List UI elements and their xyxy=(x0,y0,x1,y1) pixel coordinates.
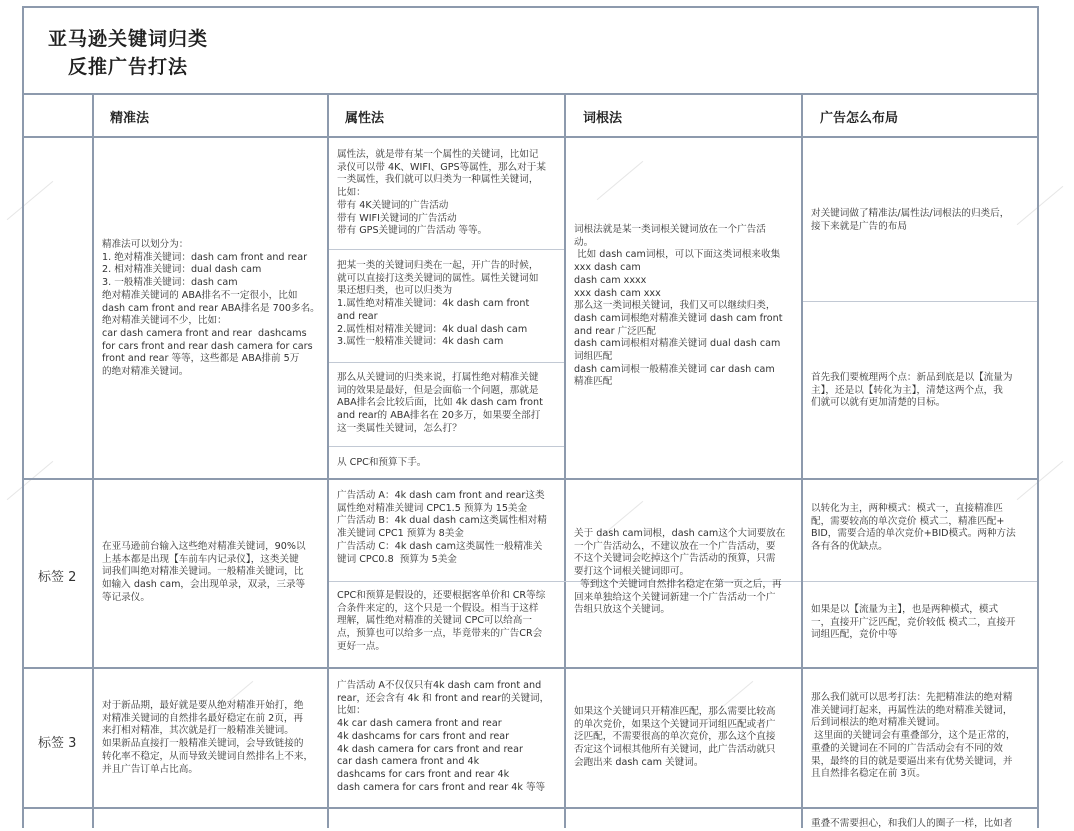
row2-label: 标签 2 xyxy=(38,570,77,585)
row3-precise-text: 对于新品期，最好就是要从绝对精准开始打，绝 对精准关键词的自然排名最好稳定在前 2页，再 来打相对精准，其次就是打一般精准关键词。 如果新品直接打一般精准关键词，会导致链接的 转化率不稳定，从而导致关键词自然排名上不来， 并且广告订单占比高。 xyxy=(102,700,314,775)
row2-precise-text: 在亚马逊前台输入这些绝对精准关键词，90%以 上基本都是出现【车前车内记录仪】，这类关键 词我们叫绝对精准关键词。一般精准关键词，比 如输入 dash cam，会出现单录，双录，三录等 等记录仪。 xyxy=(102,541,306,603)
row3-layout-text-1: 那么我们就可以思考打法：先把精准法的绝对精 准关键词打起来，再属性法的绝对精准关键词， 后到词根法的绝对精准关键词。 这里面的关键词会有重叠部分，这个是正常的， 重叠的关键词在不同的广告活动会有不同的效 果，最终的目的就是要逼出来有优势关键词，并 且自然排名稳定在前 3页。 xyxy=(811,692,1016,780)
row3-label: 标签 3 xyxy=(38,736,77,751)
row1-attribute-text-4: 从 CPC和预算下手。 xyxy=(337,457,427,468)
document-title-line1: 亚马逊关键词归类 xyxy=(48,28,209,50)
header-precise: 精准法 xyxy=(110,111,150,126)
row1-precise-text: 精准法可以划分为： 1. 绝对精准关键词：dash cam front and rear 2. 相对精准关键词：dual dash cam 3. 一般精准关键词：dash cam 绝对精准关键词的 ABA排名不一定很小，比如 dash cam front and rear ABA排名是 700多名。 绝对精准关键词不少，比如： car dash camera front and rear dashcams for cars front and rear dash camera for cars front and rear 等等，这些都是 ABA排前 5万 的绝对精准关键词。 xyxy=(102,239,320,378)
row1-layout-text-1: 对关键词做了精准法/属性法/词根法的归类后， 接下来就是广告的布局 xyxy=(811,208,1010,232)
header-root: 词根法 xyxy=(583,111,623,126)
row2-layout-text-1: 以转化为主，两种模式：模式一，直接精准匹 配，需要较高的单次竞价 模式二，精准匹配+ BID，需要合适的单次竞价+BID模式。两种方法 各有各的优缺点。 xyxy=(811,503,1016,553)
row2-root-text: 关于 dash cam词根，dash cam这个大词要放在 一个广告活动么，不建议放在一个广告活动，要 不这个关键词会吃掉这个广告活动的预算，只需 要打这个词根关键词即可。 等到这个关键词自然排名稳定在第一页之后，再 回来单独给这个关键词新建一个广告活动一个广 告组只放这个关键词。 xyxy=(574,528,786,616)
next-row-partial-text: 重叠不需要担心，和我们人的圈子一样，比如者 xyxy=(811,818,1013,829)
row2-attribute-text-1: 广告活动 A：4k dash cam front and rear这类 属性绝对精准关键词 CPC1.5 预算为 15美金 广告活动 B：4k dual dash cam这类属性相对精 准关键词 CPC1 预算为 8美金 广告活动 C：4k dash cam这类属性一般精准关 键词 CPC0.8 预算为 5美金 xyxy=(337,490,547,565)
row3-attribute-text-1: 广告活动 A不仅仅只有4k dash cam front and rear，还会含有 4k 和 front and rear的关键词， 比如： 4k car dash camera front and rear 4k dashcams for cars front and rear 4k dash camera for cars front and rear car dash camera front and 4k dashcams for cars front and rear 4k dash camera for cars front and rear 4k 等等 xyxy=(337,680,550,793)
row1-layout-text-2: 首先我们要梳理两个点：新品到底是以【流量为 主】，还是以【转化为主】，清楚这两个点，我 们就可以就有更加清楚的目标。 xyxy=(811,372,1013,409)
row1-attribute-text-2: 把某一类的关键词归类在一起，开广告的时候， 就可以直接打这类关键词的属性。属性关键词如 果还想归类，也可以归类为 1.属性绝对精准关键词：4k dash cam front and rear 2.属性相对精准关键词：4k dual dash cam 3.属性一般精准关键词：4k dash cam xyxy=(337,260,539,348)
row2-layout-text-2: 如果是以【流量为主】，也是两种模式，模式 一，直接开广泛匹配，竞价较低 模式二，直接开 词组匹配，竞价中等 xyxy=(811,604,1016,641)
header-layout: 广告怎么布局 xyxy=(820,111,899,126)
header-attribute: 属性法 xyxy=(345,111,385,126)
row1-attribute-text-3: 那么从关键词的归类来说，打属性绝对精准关键 词的效果是最好，但是会面临一个问题，那就是 ABA排名会比较后面，比如 4k dash cam front and rear的 ABA排名在 20多万，如果要全部打 这一类属性关键词，怎么打？ xyxy=(337,372,543,434)
row1-root-text: 词根法就是某一类词根关键词放在一个广告活 动。 比如 dash cam词根，可以下面这类词根来收集 xxx dash cam dash cam xxxx xxx dash cam xxx 那么这一类词根关键词，我们又可以继续归类， dash cam词根绝对精准关键词 dash cam front and rear 广泛匹配 dash cam词根相对精准关键词 dual dash cam 词组匹配 dash cam词根一般精准关键词 car dash cam 精准匹配 xyxy=(574,224,783,388)
document-title-line2: 反推广告打法 xyxy=(68,56,189,78)
row3-root-text: 如果这个关键词只开精准匹配，那么需要比较高 的单次竞价，如果这个关键词开词组匹配或者广 泛匹配，不需要很高的单次竞价，那么这个直接 否定这个词根其他所有关键词，此广告活动就只 会跑出来 dash cam 关键词。 xyxy=(574,706,776,768)
row1-attribute-text-1: 属性法，就是带有某一个属性的关键词，比如记 录仪可以带 4K、WIFI、GPS等属性，那么对于某 一类属性，我们就可以归类为一种属性关键词， 比如： 带有 4K关键词的广告活动 带有 WIFI关键词的广告活动 带有 GPS关键词的广告活动 等等。 xyxy=(337,149,546,237)
row2-attribute-text-2: CPC和预算是假设的，还要根据客单价和 CR等综 合条件来定的，这个只是一个假设。相当于这样 理解，属性绝对精准的关键词 CPC可以给高一 点，预算也可以给多一点，毕竟带来的广告CR会 更好一点。 xyxy=(337,590,546,652)
